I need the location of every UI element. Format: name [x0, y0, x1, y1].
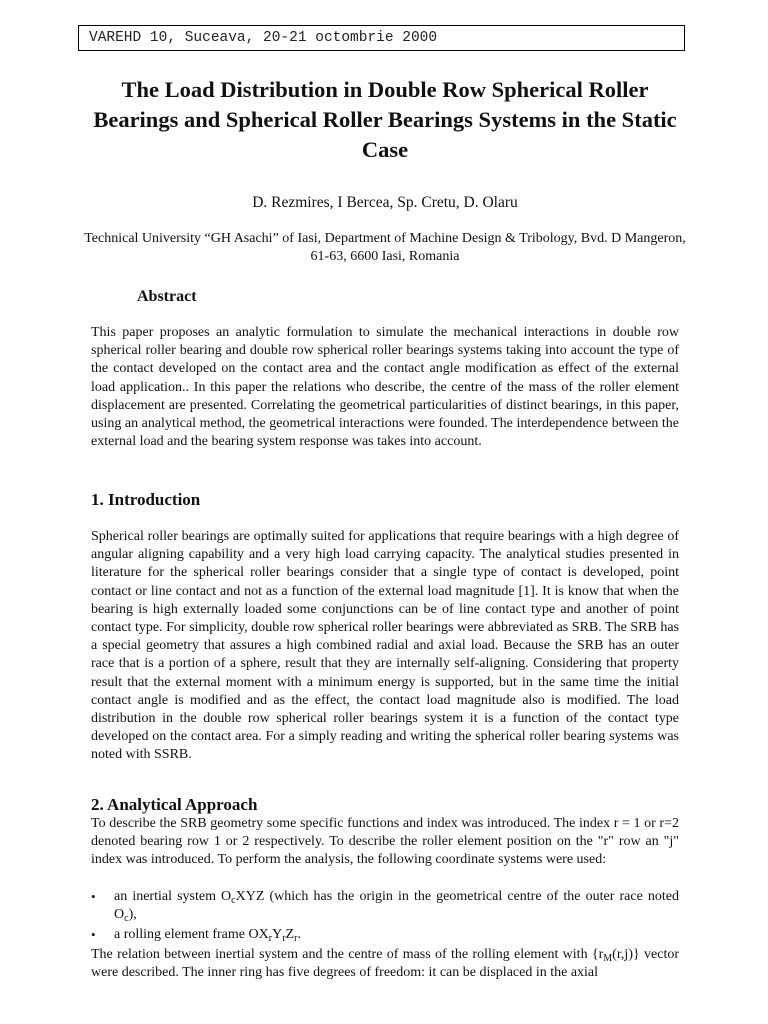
list-item-text: a rolling element frame $OX_rY_rZ_r$.	[114, 927, 301, 945]
list-item	[91, 926, 679, 944]
paper-affiliation: Technical University “GH Asachi” of Iasi, Department of Machine Design & Tribology, Bvd. D Mangeron, 61-63, 6600 Iasi, Romania	[84, 231, 686, 264]
list-item	[91, 888, 679, 924]
coordinate-systems-list	[91, 888, 679, 947]
bullet-icon: •	[91, 927, 96, 943]
abstract-heading: Abstract	[137, 288, 197, 305]
introduction-heading: 1. Introduction	[91, 490, 201, 509]
list-item-text: an inertial system $O_cXYZ$ (which has the origin in the geometrical centre of the outer race noted $O_c$),	[114, 889, 679, 925]
conference-header	[78, 25, 685, 51]
approach-heading: 2. Analytical Approach	[91, 795, 258, 814]
approach-text: To describe the SRB geometry some specific functions and index was introduced. The index r = 1 or r=2 denoted bearing row 1 or 2 respectively. To describe the roller element position on the "r" row an "j" index was introduced. To perform the analysis, the following coordinate systems were used:	[91, 816, 679, 868]
introduction-text: Spherical roller bearings are optimally suited for applications that require bearings with a high degree of angular aligning capability and a very high load carrying capacity. The analytical studies presented in literature for the spherical roller bearings consider that a single type of contact is developed, point contact or line contact and not as a function of the external load magnitude [1]. It is know that when the bearing is high externally loaded some conjunctions can be of line contact type and another of point contact type. For simplicity, double row spherical roller bearings were abbreviated as SRB. The SRB has a special geometry that assures a high combined radial and axial load. Because the SRB has an outer race that is a portion of a sphere, result that they are internally self-aligning. Considering that property result that the external moment with a minimum energy is supported, but in the same time the initial contact angle is modified and as the effect, the contact load magnitude also is modified. The load distribution in the double row spherical roller bearings system it is a function of the contact type developed on the contact area. For a simply reading and writing the spherical roller bearing systems was noted with SSRB.	[91, 529, 679, 763]
paper-authors: D. Rezmires, I Bercea, Sp. Cretu, D. Olaru	[252, 194, 518, 211]
paper-title: The Load Distribution in Double Row Spherical Roller Bearings and Spherical Roller Bearings Systems in the Static Case	[93, 77, 677, 162]
bullet-icon: •	[91, 889, 96, 904]
conference-label: VAREHD 10, Suceava, 20-21 octombrie 2000	[89, 30, 438, 46]
relation-text: The relation between inertial system and the centre of mass of the rolling element with $\{r_M(r,j)\}$ vector were described. The inner ring has five degrees of freedom: it can be displaced in the axial	[91, 947, 679, 981]
abstract-text: This paper proposes an analytic formulation to simulate the mechanical interactions in double row spherical roller bearing and double row spherical roller bearings systems taking into account the type of the contact developed on the contact area and the contact angle modification as effect of the external load application.. In this paper the relations who describe, the centre of the mass of the roller element displacement are presented. Correlating the geometrical particularities of distinct bearings, in this paper, using an analytical method, the geometrical interactions were founded. The interdependence between the external load and the bearing system response was takes into account.	[91, 325, 679, 450]
